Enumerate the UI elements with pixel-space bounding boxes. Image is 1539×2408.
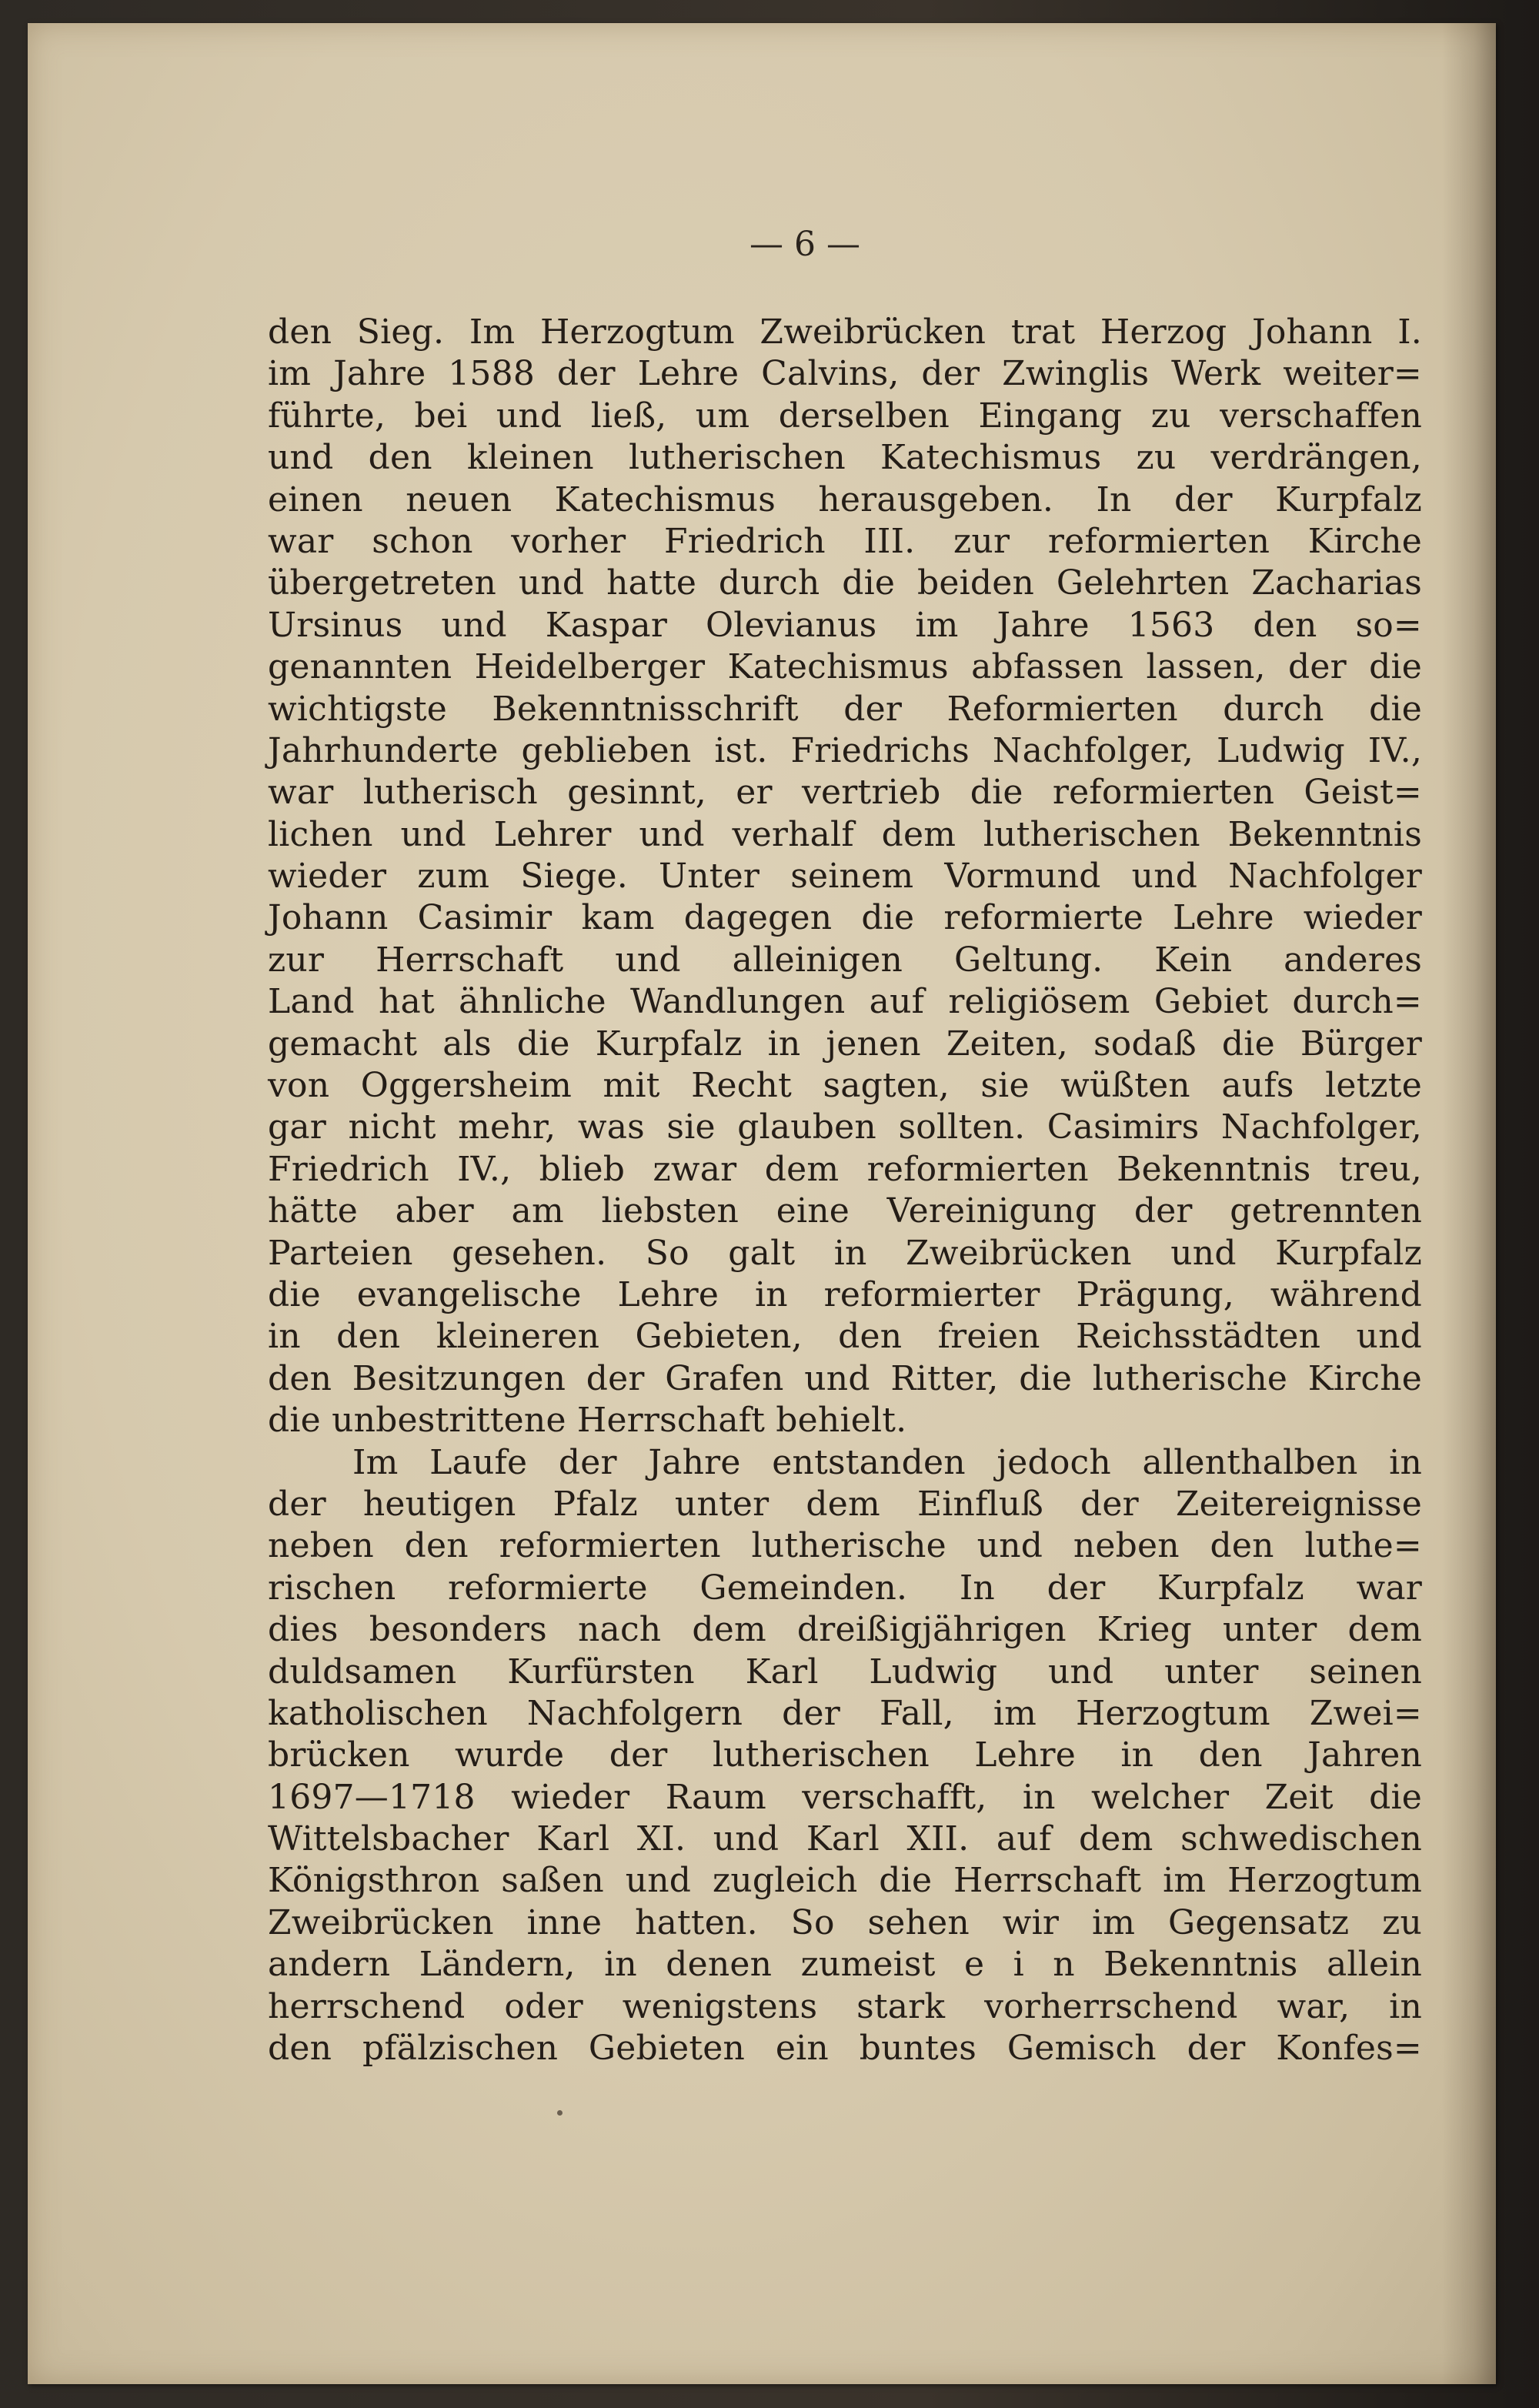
text-line: im Jahre 1588 der Lehre Calvins, der Zwinglis Werk weiter= xyxy=(268,354,1422,394)
text-line: wieder zum Siege. Unter seinem Vormund und Nachfolger xyxy=(268,857,1422,897)
text-line: war lutherisch gesinnt, er vertrieb die reformierten Geist= xyxy=(268,773,1422,813)
text-line: den Besitzungen der Grafen und Ritter, die lutherische Kirche xyxy=(268,1358,1422,1398)
text-line: Friedrich IV., blieb zwar dem reformierten Bekenntnis treu, xyxy=(268,1149,1422,1189)
text-line: dies besonders nach dem dreißigjährigen Krieg unter dem xyxy=(268,1610,1422,1650)
paper-speck xyxy=(557,2110,563,2116)
text-line: den pfälzischen Gebieten ein buntes Gemisch der Konfes= xyxy=(268,2029,1422,2069)
text-line: von Oggersheim mit Recht sagten, sie wüßten aufs letzte xyxy=(268,1066,1422,1106)
text-line: herrschend oder wenigstens stark vorherrschend war, in xyxy=(268,1986,1422,2026)
book-page xyxy=(28,23,1496,2384)
text-line: zur Herrschaft und alleinigen Geltung. Kein anderes xyxy=(268,940,1422,980)
page-shadow-edge xyxy=(1442,23,1496,2384)
text-line: Ursinus und Kaspar Olevianus im Jahre 1563 den so= xyxy=(268,605,1422,645)
text-line: Im Laufe der Jahre entstanden jedoch allenthalben in xyxy=(352,1442,1422,1482)
text-line: der heutigen Pfalz unter dem Einfluß der Zeitereignisse xyxy=(268,1484,1422,1524)
text-line: wichtigste Bekenntnisschrift der Reformierten durch die xyxy=(268,689,1422,729)
text-line: Zweibrücken inne hatten. So sehen wir im Gegensatz zu xyxy=(268,1902,1422,1942)
text-line: 1697—1718 wieder Raum verschafft, in welcher Zeit die xyxy=(268,1777,1422,1817)
text-line: den Sieg. Im Herzogtum Zweibrücken trat Herzog Johann I. xyxy=(268,312,1422,352)
text-line: gemacht als die Kurpfalz in jenen Zeiten, sodaß die Bürger xyxy=(268,1024,1422,1064)
text-line: neben den reformierten lutherische und neben den luthe= xyxy=(268,1526,1422,1566)
text-line: andern Ländern, in denen zumeist e i n Bekenntnis allein xyxy=(268,1945,1422,1985)
text-line: übergetreten und hatte durch die beiden Gelehrten Zacharias xyxy=(268,563,1422,603)
text-line: die evangelische Lehre in reformierter Prägung, während xyxy=(268,1274,1422,1314)
text-line: genannten Heidelberger Katechismus abfassen lassen, der die xyxy=(268,647,1422,687)
text-line: und den kleinen lutherischen Katechismus zu verdrängen, xyxy=(268,438,1422,478)
paragraph-2 xyxy=(268,1442,1422,2070)
text-line: rischen reformierte Gemeinden. In der Kurpfalz war xyxy=(268,1568,1422,1608)
text-line: Wittelsbacher Karl XI. und Karl XII. auf dem schwedischen xyxy=(268,1819,1422,1859)
text-line: Parteien gesehen. So galt in Zweibrücken und Kurpfalz xyxy=(268,1233,1422,1273)
text-line: die unbestrittene Herrschaft behielt. xyxy=(268,1401,907,1441)
text-line: lichen und Lehrer und verhalf dem lutherischen Bekenntnis xyxy=(268,814,1422,854)
text-line: Johann Casimir kam dagegen die reformierte Lehre wieder xyxy=(268,898,1422,938)
text-line: gar nicht mehr, was sie glauben sollten. Casimirs Nachfolger, xyxy=(268,1107,1422,1147)
body-text xyxy=(268,312,1422,2069)
text-line: einen neuen Katechismus herausgeben. In der Kurpfalz xyxy=(268,479,1422,519)
text-line: duldsamen Kurfürsten Karl Ludwig und unter seinen xyxy=(268,1652,1422,1692)
text-line: Königsthron saßen und zugleich die Herrschaft im Herzogtum xyxy=(268,1861,1422,1901)
text-line: hätte aber am liebsten eine Vereinigung der getrennten xyxy=(268,1191,1422,1231)
paragraph-1 xyxy=(268,312,1422,1442)
text-line: Jahrhunderte geblieben ist. Friedrichs Nachfolger, Ludwig IV., xyxy=(268,730,1422,770)
page-number: — 6 — xyxy=(749,225,860,264)
text-line: führte, bei und ließ, um derselben Eingang zu verschaffen xyxy=(268,396,1422,436)
text-line: war schon vorher Friedrich III. zur reformierten Kirche xyxy=(268,521,1422,561)
text-line: Land hat ähnliche Wandlungen auf religiösem Gebiet durch= xyxy=(268,982,1422,1022)
text-line: in den kleineren Gebieten, den freien Reichsstädten und xyxy=(268,1317,1422,1357)
text-line: brücken wurde der lutherischen Lehre in den Jahren xyxy=(268,1735,1422,1775)
text-line: katholischen Nachfolgern der Fall, im Herzogtum Zwei= xyxy=(268,1693,1422,1733)
